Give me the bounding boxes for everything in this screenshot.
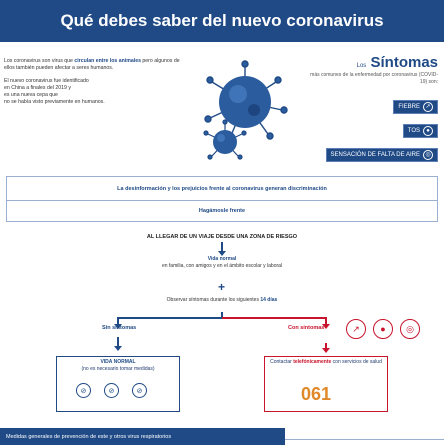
thermometer-icon: ↗ [346,319,366,339]
page-title: Qué debes saber del nuevo coronavirus [0,0,444,42]
symptoms-heading: Los Síntomas [356,54,438,71]
lungs-icon: ◎ [400,319,420,339]
symptom-fever-badge: FIEBRE ↗ [393,100,438,114]
flow-title: AL LLEGAR DE UN VIAJE DESDE UNA ZONA DE RIESGO [146,234,298,240]
cough-icon: ● [423,126,433,136]
no-symptoms-label: Sin síntomas [102,325,137,331]
normal-life-outcome-box: VIDA NORMAL (no es necesario tomar medidas) [56,356,180,412]
observe-text: Observar síntomas durante los siguientes 14 días [166,297,278,303]
health-phone-number: 061 [300,384,332,404]
intro-paragraph-1: Los coronavirus son virus que circulan entre los animales pero algunos de ellos también pueden afectar a seres humanos. [4,58,180,71]
cough-icon: ● [373,319,393,339]
arrow-down-icon [322,348,330,353]
no-action-icon: ⊘ [76,383,91,398]
branch-line-left [118,317,222,319]
intro-text [4,58,190,112]
normal-life-text: Vida normal en familia, con amigos y en el ámbito escolar y laboral [161,256,283,269]
discrimination-banner: La desinformación y los prejuicios frente al coronavirus generan discriminación [6,176,438,200]
footer-divider [285,439,444,440]
plus-icon: + [218,280,226,294]
with-symptoms-label: Con síntomas [288,325,325,331]
no-action-icon: ⊘ [104,383,119,398]
contact-health-outcome-box: Contactar telefónicamente con servicios de salud [264,356,388,412]
symptom-cough-badge: TOS ● [403,124,438,138]
coronavirus-illustration [190,52,295,162]
symptom-breath-badge: SENSACIÓN DE FALTA DE AIRE ◎ [326,148,438,162]
symptoms-subtitle: más comunes de la enfermedad por coronavirus (COVID-19) son: [310,72,438,85]
prevention-footer-banner: Medidas generales de prevención de este y otros virus respiratorios [0,428,285,445]
face-it-banner: Hagámosle frente [6,200,438,222]
branch-line-right [222,317,326,319]
intro-paragraph-2: El nuevo coronavirus fue identificado en China a finales del 2019 y es una nueva cepa que no se había visto previamente en humanos. [4,78,105,105]
lungs-icon: ◎ [423,150,433,160]
arrow-down-icon [114,346,122,351]
thermometer-icon: ↗ [423,102,433,112]
no-action-icon: ⊘ [132,383,147,398]
